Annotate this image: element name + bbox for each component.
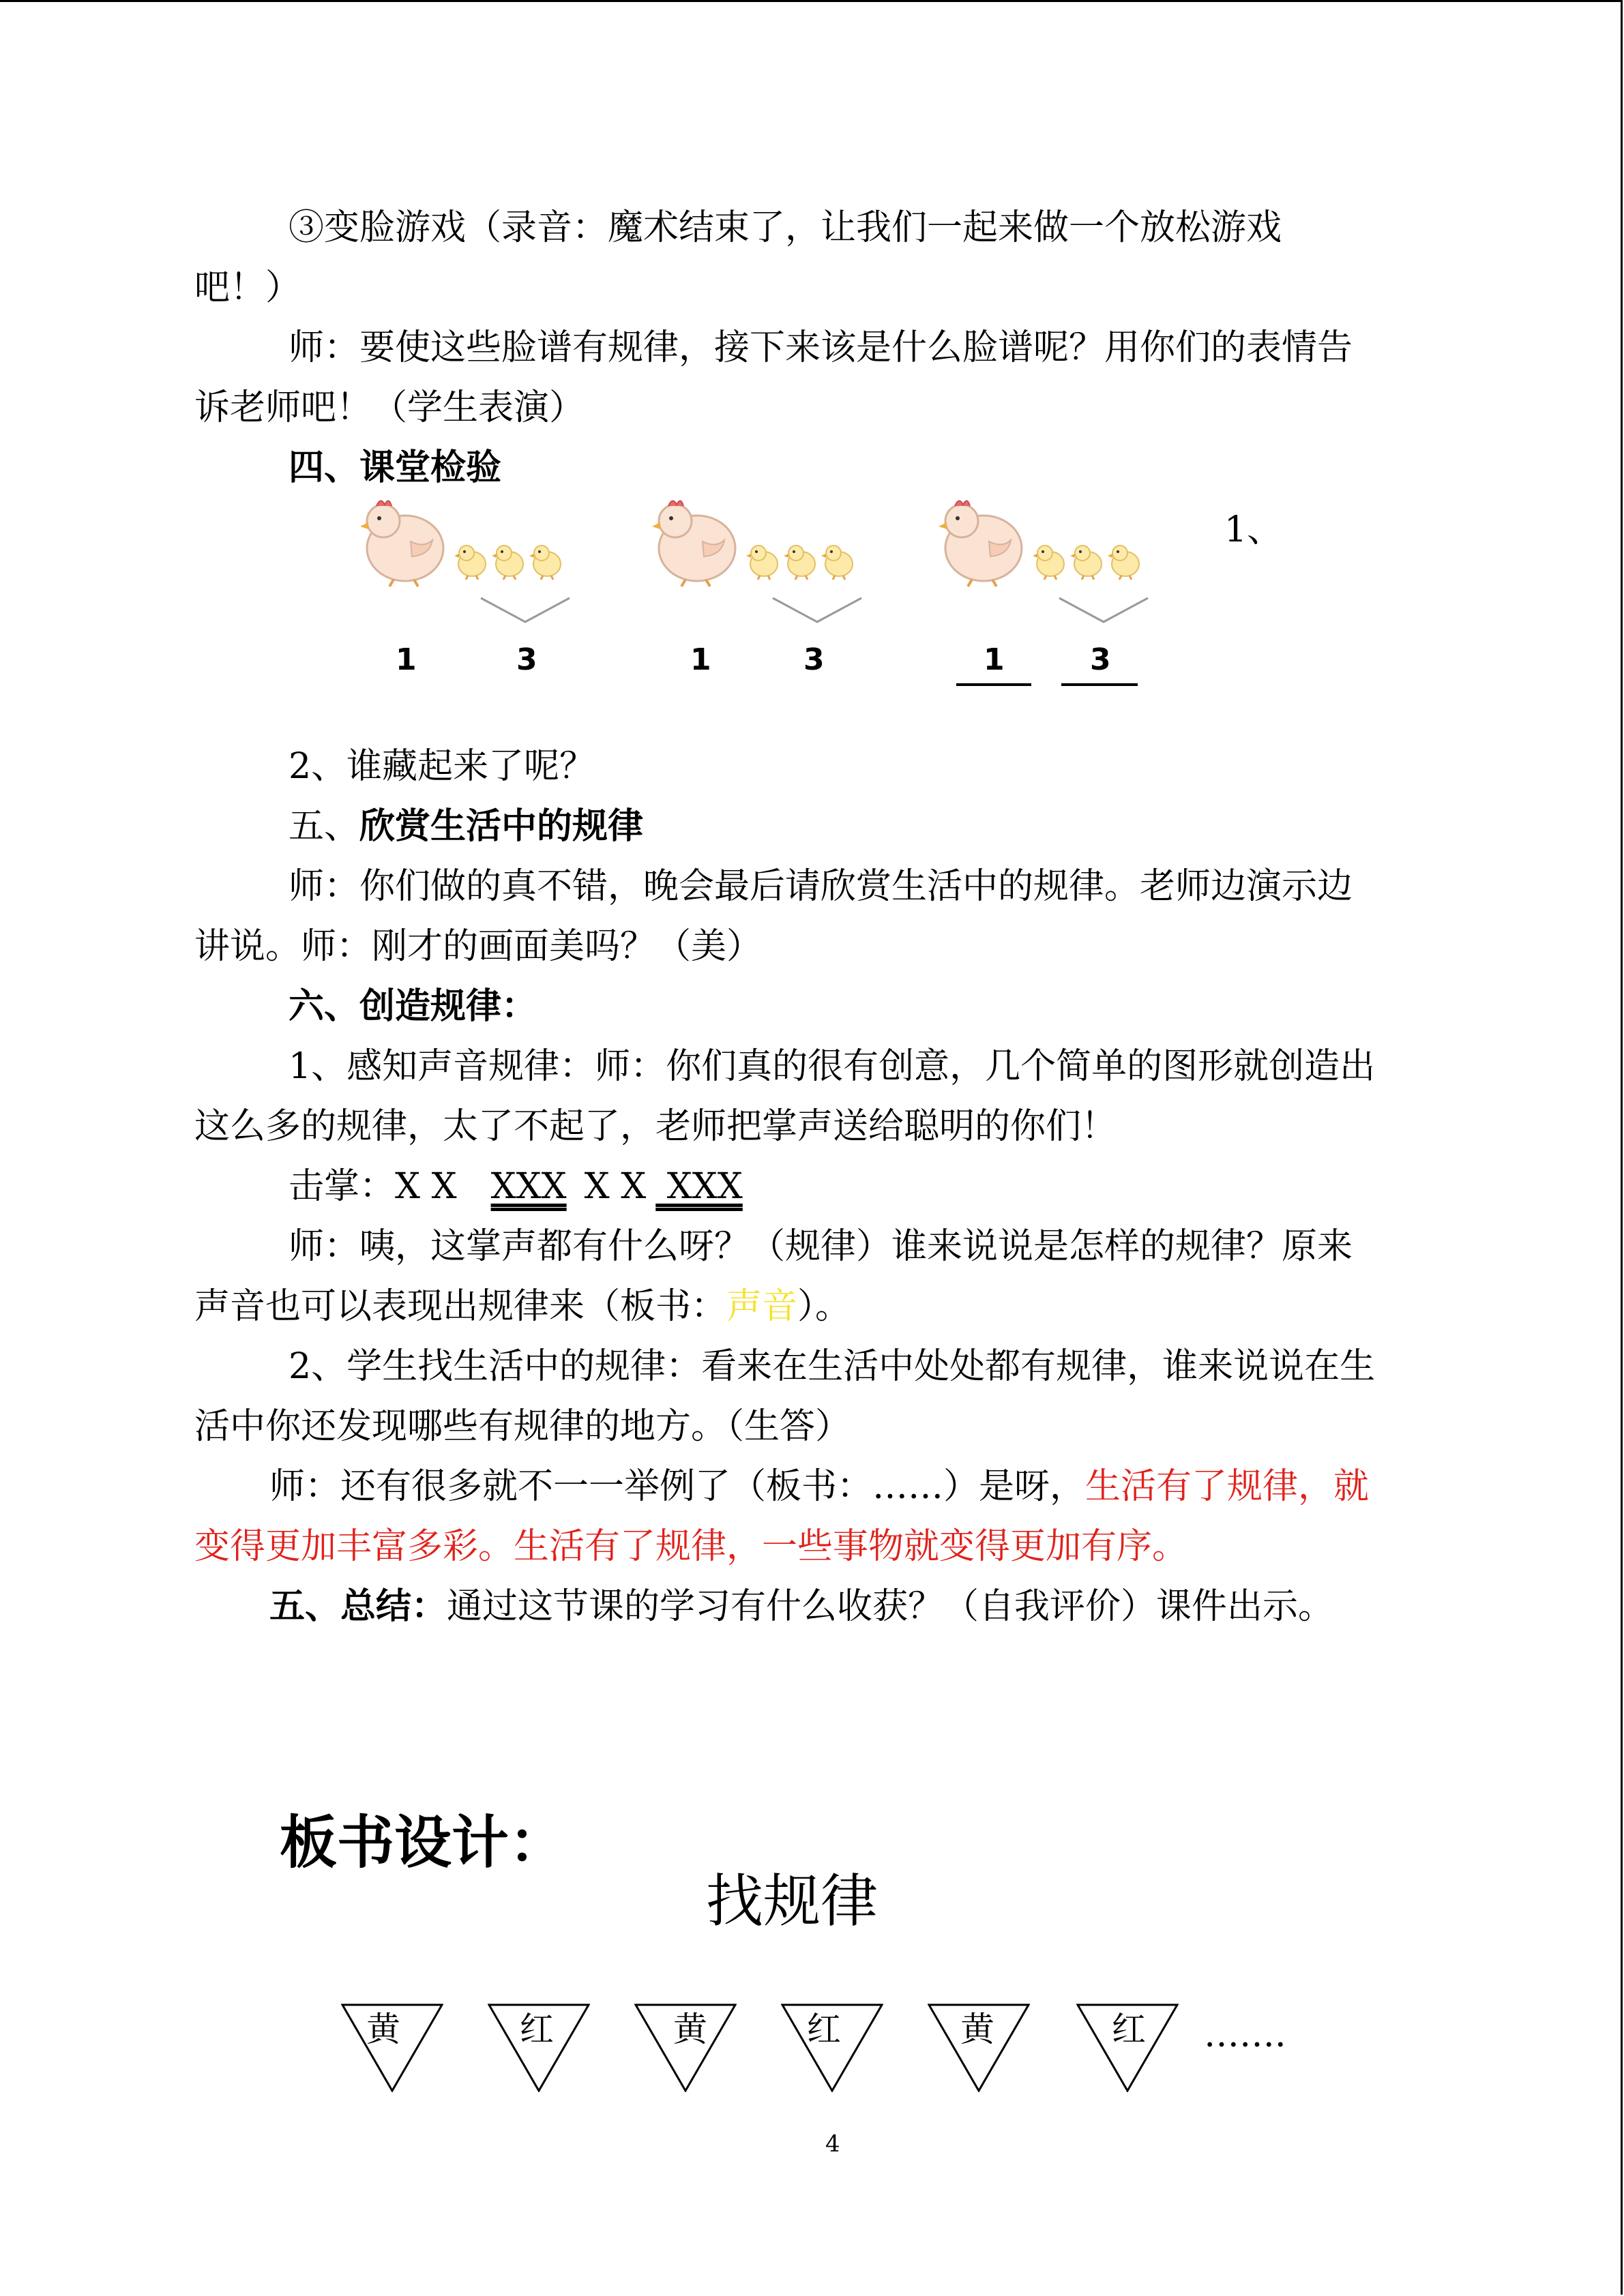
clap-part-d: XXX (655, 1166, 743, 1207)
paragraph-conclusion-line2: 变得更加丰富多彩。生活有了规律，一些事物就变得更加有序。 (194, 1526, 1188, 1567)
board-design-heading: 板书设计： (280, 1809, 567, 1876)
paragraph-faces-line1: 师：要使这些脸谱有规律，接下来该是什么脸谱呢？用你们的表情告 (289, 327, 1353, 368)
paragraph-faces-line2: 诉老师吧！（学生表演） (194, 387, 585, 428)
paragraph-magic-game-line2: 吧！） (194, 267, 301, 308)
hen-count-3: 1 (984, 642, 1005, 677)
chick-count-2: 3 (803, 642, 825, 677)
chick-icon (821, 546, 853, 580)
clap-part-a: X X (395, 1166, 457, 1207)
item-2-hidden: 2、谁藏起来了呢？ (289, 746, 595, 787)
chick-icon (529, 546, 561, 580)
paragraph-clap-line1: 师：咦，这掌声都有什么呀？（规律）谁来说说是怎样的规律？原来 (289, 1226, 1353, 1267)
paragraph-clap-text: 声音也可以表现出规律来（板书： (194, 1286, 727, 1327)
chick-icon (1033, 546, 1064, 580)
chick-icon (454, 546, 486, 580)
heading-appreciate-text: 欣赏生活中的规律 (359, 805, 644, 847)
clap-part-c: X X (584, 1166, 647, 1207)
summary-label: 五、总结： (269, 1585, 447, 1627)
heading-appreciate (289, 805, 643, 848)
paragraph-conclusion-text: 师：还有很多就不一一举例了（板书：……）是呀， (269, 1466, 1086, 1507)
clap-rhythm (289, 1165, 743, 1208)
chick-count-1: 3 (516, 642, 537, 677)
brace-line (773, 598, 861, 622)
clap-part-b: XXX (490, 1166, 567, 1207)
paragraph-clap-end: ）。 (797, 1286, 851, 1327)
board-title: 找规律 (706, 1868, 879, 1935)
clap-label: 击掌： (289, 1166, 396, 1207)
brace-line (1059, 598, 1148, 622)
flag-label: 黄 (673, 2010, 707, 2049)
brace-line (481, 598, 570, 622)
page-number: 4 (825, 2130, 840, 2158)
hen-icon (360, 501, 443, 586)
paragraph-life-line1: 2、学生找生活中的规律：看来在生活中处处都有规律，谁来说说在生 (289, 1346, 1376, 1387)
flag-label: 红 (520, 2010, 554, 2049)
hen-icon (939, 501, 1022, 586)
hen-count-2: 1 (690, 642, 711, 677)
hen-icon (652, 501, 735, 586)
flag-label: 黄 (366, 2010, 400, 2049)
board-sound-word: 声音 (726, 1286, 798, 1327)
answer-underline (1061, 683, 1138, 686)
heading-class-check: 四、课堂检验 (289, 447, 502, 488)
summary-text: 通过这节课的学习有什么收获？（自我评价）课件出示。 (447, 1586, 1334, 1627)
chick-icon (492, 546, 523, 580)
heading-appreciate-prefix: 五、 (289, 806, 360, 847)
hen-count-1: 1 (396, 642, 417, 677)
chick-icon (784, 546, 815, 580)
heading-create-pattern: 六、创造规律： (289, 985, 537, 1027)
item-1-label: 1、 (1224, 509, 1283, 550)
paragraph-sound-line2: 这么多的规律，太了不起了，老师把掌声送给聪明的你们！ (194, 1106, 1117, 1147)
flag-label: 红 (807, 2010, 841, 2049)
chick-icon (1108, 546, 1139, 580)
hen-and-chicks-illustration (355, 486, 1187, 697)
paragraph-sound-line1: 1、感知声音规律：师：你们真的很有创意，几个简单的图形就创造出 (289, 1046, 1376, 1087)
flags-ellipsis: ……. (1204, 2014, 1286, 2055)
chick-icon (746, 546, 778, 580)
chick-icon (1070, 546, 1102, 580)
paragraph-appreciate-line1: 师：你们做的真不错，晚会最后请欣赏生活中的规律。老师边演示边 (289, 866, 1353, 907)
paragraph-magic-game-line1: ③变脸游戏（录音：魔术结束了，让我们一起来做一个放松游戏 (289, 207, 1282, 248)
paragraph-life-line2: 活中你还发现哪些有规律的地方。（生答） (194, 1406, 851, 1447)
paragraph-conclusion-line1 (269, 1465, 1369, 1508)
flag-label: 黄 (960, 2010, 994, 2049)
flag-label: 红 (1112, 2010, 1146, 2049)
paragraph-appreciate-line2: 讲说。师：刚才的画面美吗？（美） (194, 926, 763, 967)
paragraph-conclusion-highlight: 生活有了规律，就 (1085, 1466, 1370, 1507)
chick-count-3: 3 (1090, 642, 1111, 677)
summary-paragraph (269, 1585, 1333, 1628)
paragraph-clap-line2 (194, 1285, 851, 1328)
answer-underline (956, 683, 1031, 686)
